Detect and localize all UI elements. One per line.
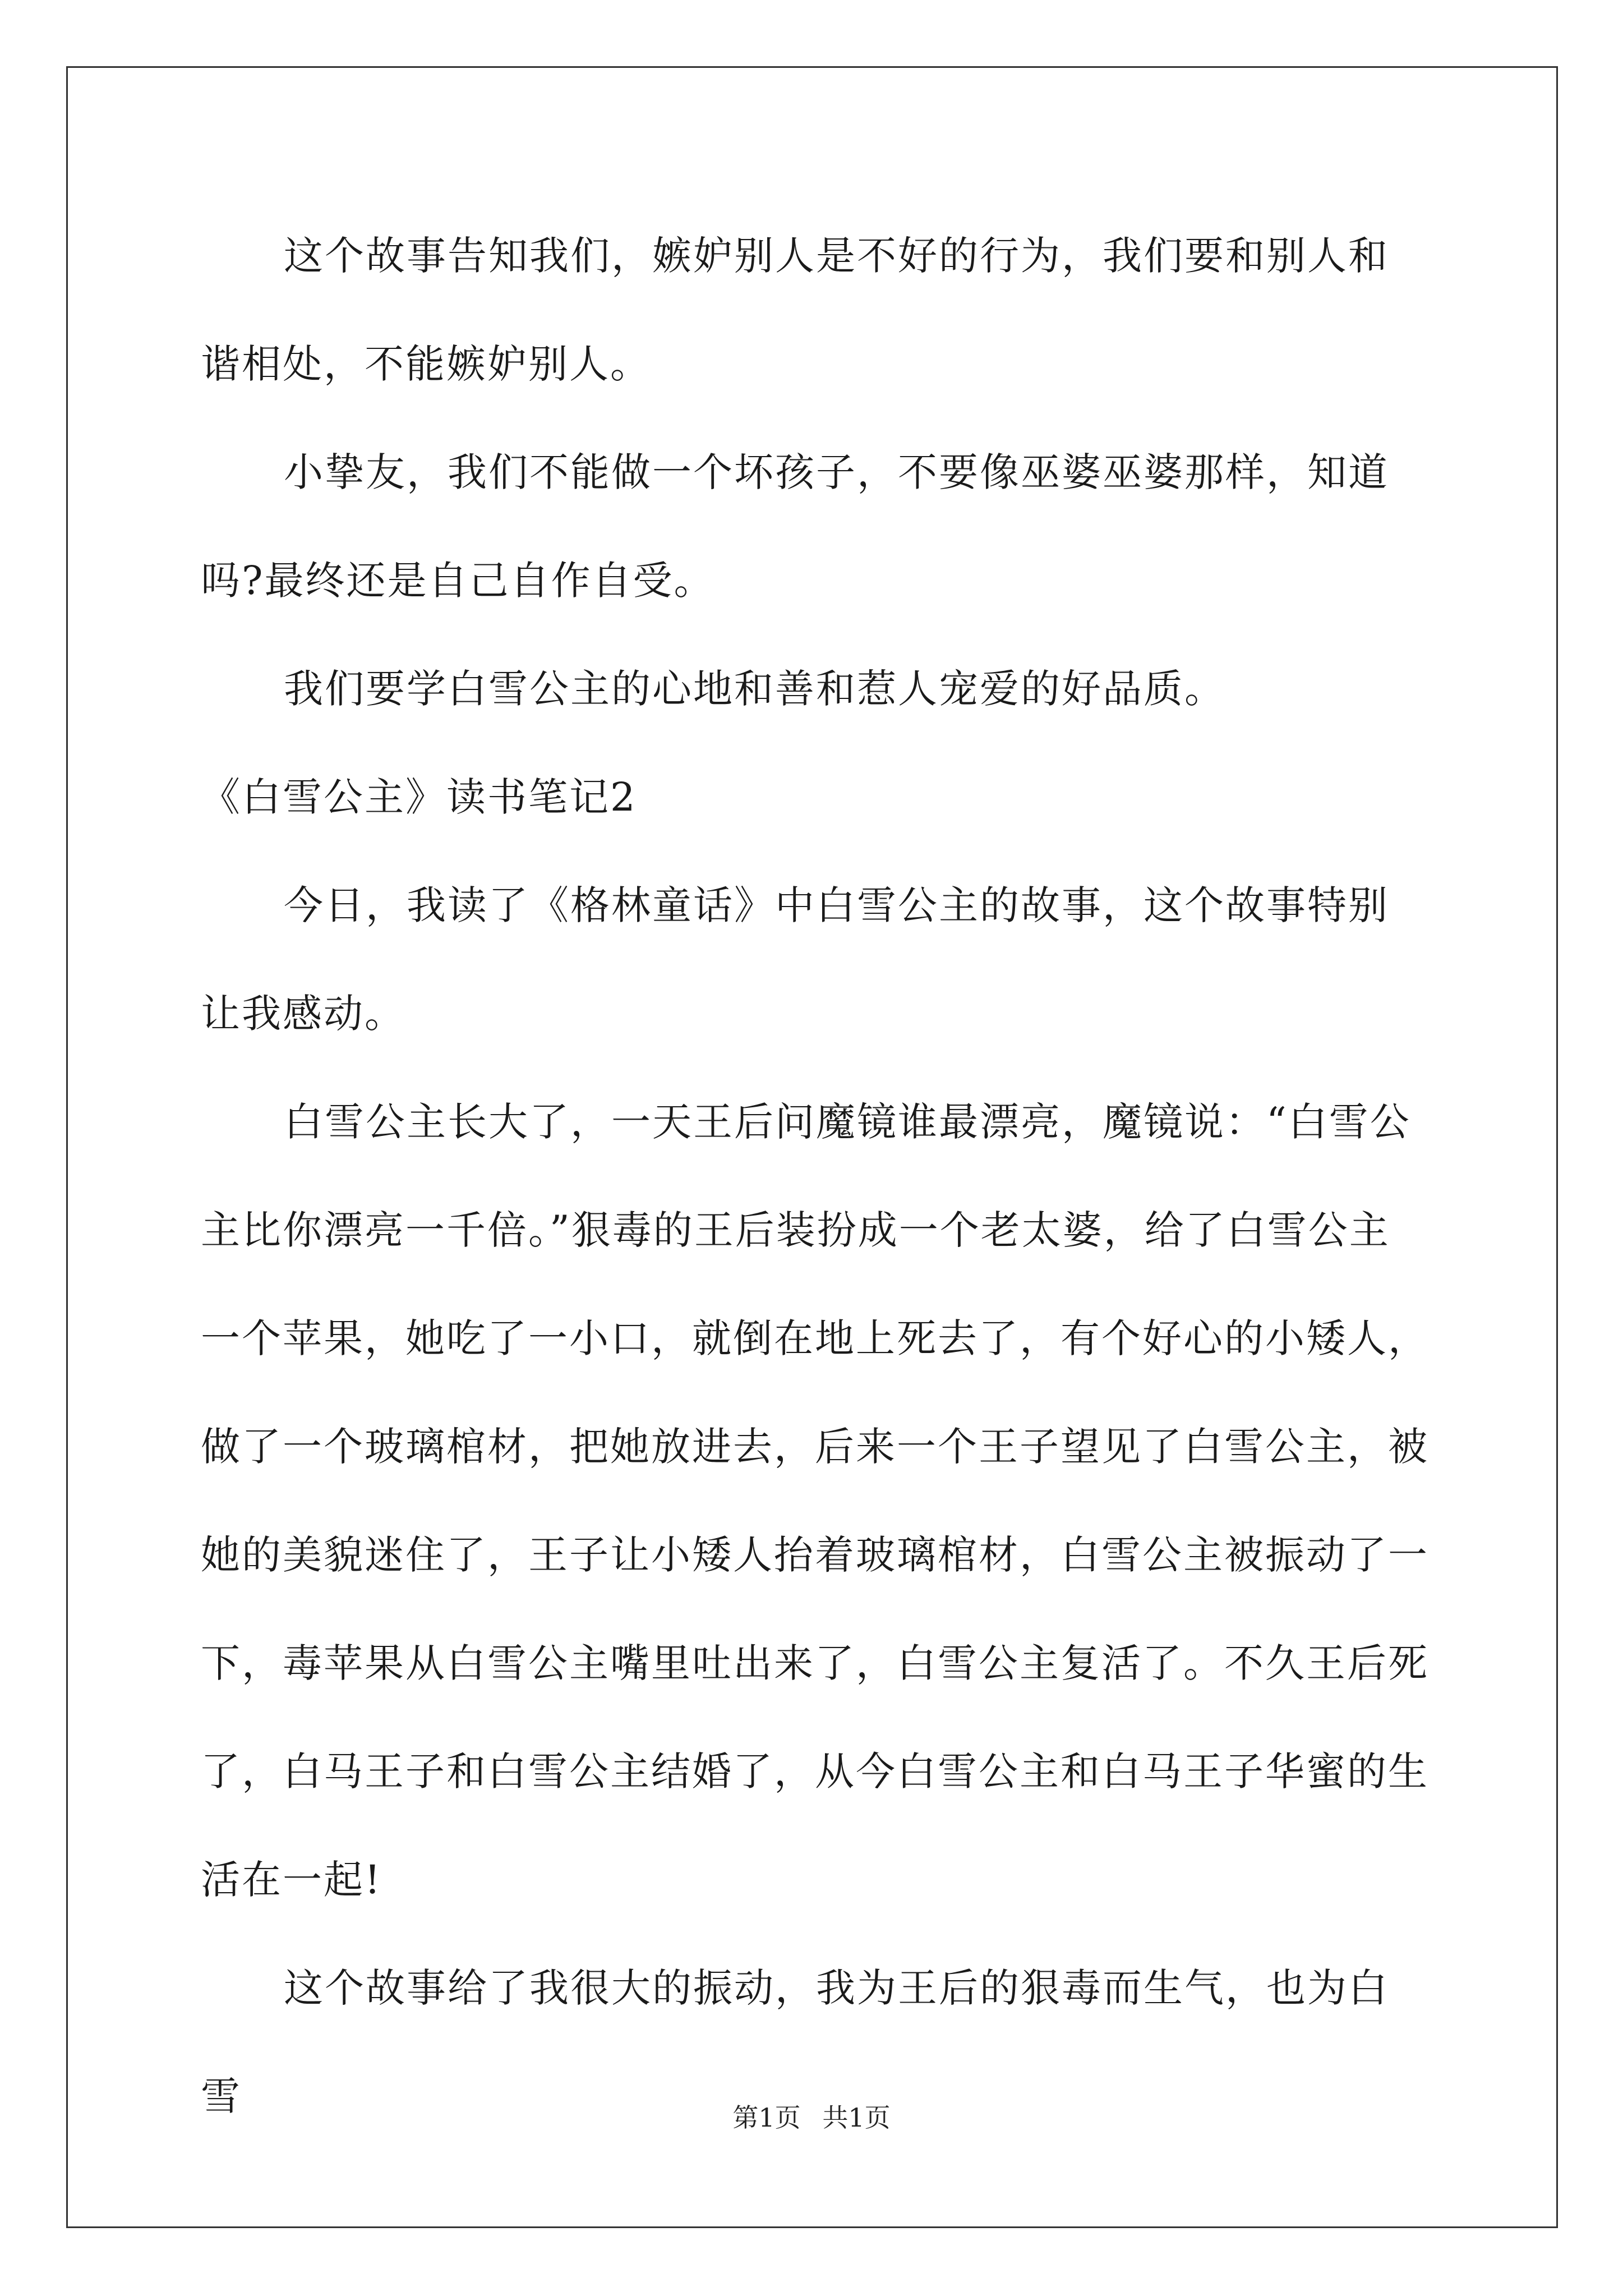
page-number: 第1页 (732, 2102, 801, 2133)
paragraph-reflection: 这个故事给了我很大的振动，我为王后的狠毒而生气，也为白雪 (201, 1965, 1389, 2119)
section-heading: 《白雪公主》读书笔记2 (201, 774, 637, 820)
paragraph-conclusion: 这个故事告知我们，嫉妒别人是不好的行为，我们要和别人和谐相处，不能嫉妒别人。 (201, 233, 1389, 387)
paragraph-story: 白雪公主长大了，一天王后问魔镜谁最漂亮，魔镜说：“白雪公主比你漂亮一千倍。”狠毒的王后装扮成一个老太婆，给了白雪公主一个苹果，她吃了一小口，就倒在地上死去了，有个好心的小矮人，做了一个玻璃棺材，把她放进去，后来一个王子望见了白雪公主，被她的美貌迷住了，王子让小矮人抬着玻璃棺材，白雪公主被振动了一下，毒苹果从白雪公主嘴里吐出来了，白雪公主复活了。不久王后死了，白马王子和白雪公主结婚了，从今白雪公主和白马王子华蜜的生活在一起! (201, 1099, 1429, 1903)
paragraph-advice: 小挚友，我们不能做一个坏孩子，不要像巫婆巫婆那样，知道吗?最终还是自己自作自受。 (201, 449, 1389, 604)
page-footer (0, 2101, 1623, 2134)
paragraph-intro: 今日，我读了《格林童话》中白雪公主的故事，这个故事特别让我感动。 (201, 882, 1389, 1037)
paragraph-lesson: 我们要学白雪公主的心地和善和惹人宠爱的好品质。 (284, 666, 1225, 712)
page-total: 共1页 (822, 2102, 891, 2133)
document-body (201, 202, 1429, 2151)
